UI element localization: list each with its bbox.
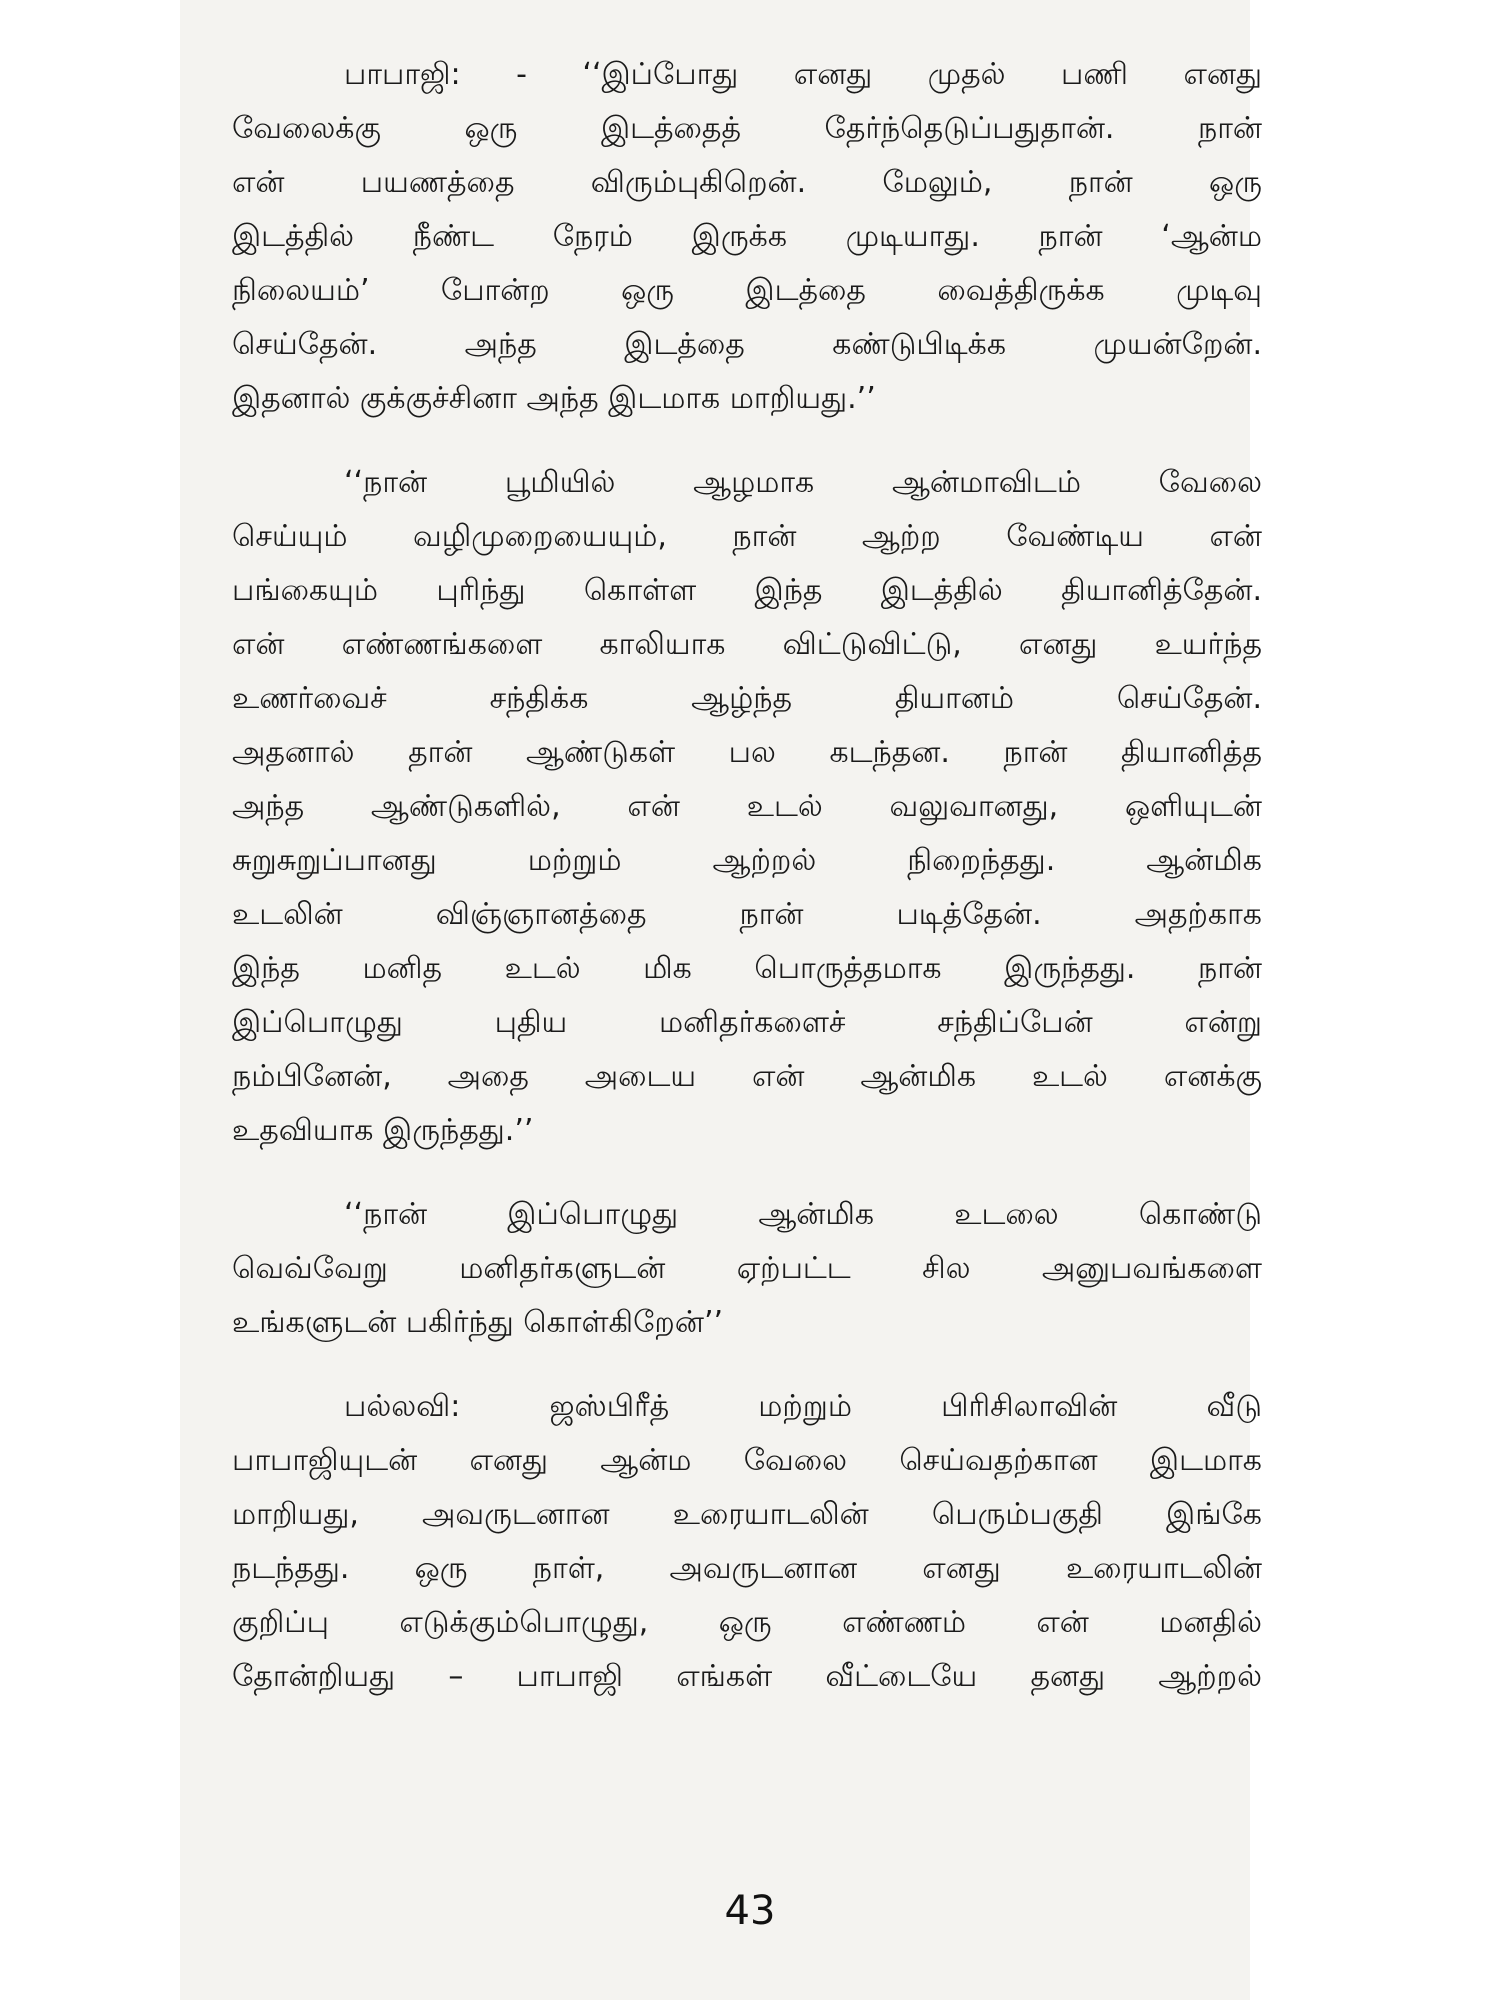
text-line: நிலையம்’ போன்ற ஒரு இடத்தை வைத்திருக்க முடிவு xyxy=(232,273,1262,308)
text-line: பாபாஜி: - ‘‘இப்போது எனது முதல் பணி எனது xyxy=(344,57,1262,92)
text-line: ‘‘நான் இப்பொழுது ஆன்மிக உடலை கொண்டு xyxy=(344,1197,1262,1232)
text-line: அதனால் தான் ஆண்டுகள் பல கடந்தன. நான் தியானித்த xyxy=(232,735,1262,770)
text-line: பல்லவி: ஜஸ்பிரீத் மற்றும் பிரிசிலாவின் வீடு xyxy=(344,1389,1262,1424)
text-line: சுறுசுறுப்பானது மற்றும் ஆற்றல் நிறைந்தது. ஆன்மிக xyxy=(232,843,1262,878)
text-line: செய்தேன். அந்த இடத்தை கண்டுபிடிக்க முயன்றேன். xyxy=(232,327,1262,362)
text-line: உங்களுடன் பகிர்ந்து கொள்கிறேன்’’ xyxy=(232,1305,724,1340)
paragraph-experiences xyxy=(232,1188,1262,1350)
right-margin xyxy=(1250,0,1500,2000)
text-line: இடத்தில் நீண்ட நேரம் இருக்க முடியாது. நான் ‘ஆன்ம xyxy=(232,219,1262,254)
text-line: குறிப்பு எடுக்கும்பொழுது, ஒரு எண்ணம் என் மனதில் xyxy=(232,1605,1262,1640)
text-line: தோன்றியது – பாபாஜி எங்கள் வீட்டையே தனது ஆற்றல் xyxy=(232,1659,1262,1694)
text-line: உடலின் விஞ்ஞானத்தை நான் படித்தேன். அதற்காக xyxy=(232,897,1262,932)
paragraph-babaji-intro xyxy=(232,48,1262,426)
text-line: என் பயணத்தை விரும்புகிறென். மேலும், நான் ஒரு xyxy=(232,165,1262,200)
text-line: வெவ்வேறு மனிதர்களுடன் ஏற்பட்ட சில அனுபவங்களை xyxy=(232,1251,1262,1286)
text-line: இதனால் குக்குச்சினா அந்த இடமாக மாறியது.’’ xyxy=(232,381,876,416)
text-line: நடந்தது. ஒரு நாள், அவருடனான எனது உரையாடலின் xyxy=(232,1551,1262,1586)
text-line: நம்பினேன், அதை அடைய என் ஆன்மிக உடல் எனக்கு xyxy=(232,1059,1262,1094)
text-line: செய்யும் வழிமுறையையும், நான் ஆற்ற வேண்டிய என் xyxy=(232,519,1262,554)
paragraph-pallavi xyxy=(232,1380,1262,1704)
text-line: இந்த மனித உடல் மிக பொருத்தமாக இருந்தது. நான் xyxy=(232,951,1262,986)
page-number: 43 xyxy=(724,1888,776,1934)
text-line: பாபாஜியுடன் எனது ஆன்ம வேலை செய்வதற்கான இடமாக xyxy=(232,1443,1262,1478)
text-line: பங்கையும் புரிந்து கொள்ள இந்த இடத்தில் தியானித்தேன். xyxy=(232,573,1262,608)
paragraph-meditation xyxy=(232,456,1262,1158)
page-body-text xyxy=(232,48,1262,1734)
text-line: இப்பொழுது புதிய மனிதர்களைச் சந்திப்பேன் என்று xyxy=(232,1005,1262,1040)
text-line: என் எண்ணங்களை காலியாக விட்டுவிட்டு, எனது உயர்ந்த xyxy=(232,627,1262,662)
text-line: மாறியது, அவருடனான உரையாடலின் பெரும்பகுதி இங்கே xyxy=(232,1497,1262,1532)
text-line: உதவியாக இருந்தது.’’ xyxy=(232,1113,534,1148)
text-line: வேலைக்கு ஒரு இடத்தைத் தேர்ந்தெடுப்பதுதான். நான் xyxy=(232,111,1262,146)
text-line: உணர்வைச் சந்திக்க ஆழ்ந்த தியானம் செய்தேன். xyxy=(232,681,1262,716)
text-line: அந்த ஆண்டுகளில், என் உடல் வலுவானது, ஒளியுடன் xyxy=(232,789,1262,824)
text-line: ‘‘நான் பூமியில் ஆழமாக ஆன்மாவிடம் வேலை xyxy=(344,465,1262,500)
left-margin xyxy=(0,0,180,2000)
